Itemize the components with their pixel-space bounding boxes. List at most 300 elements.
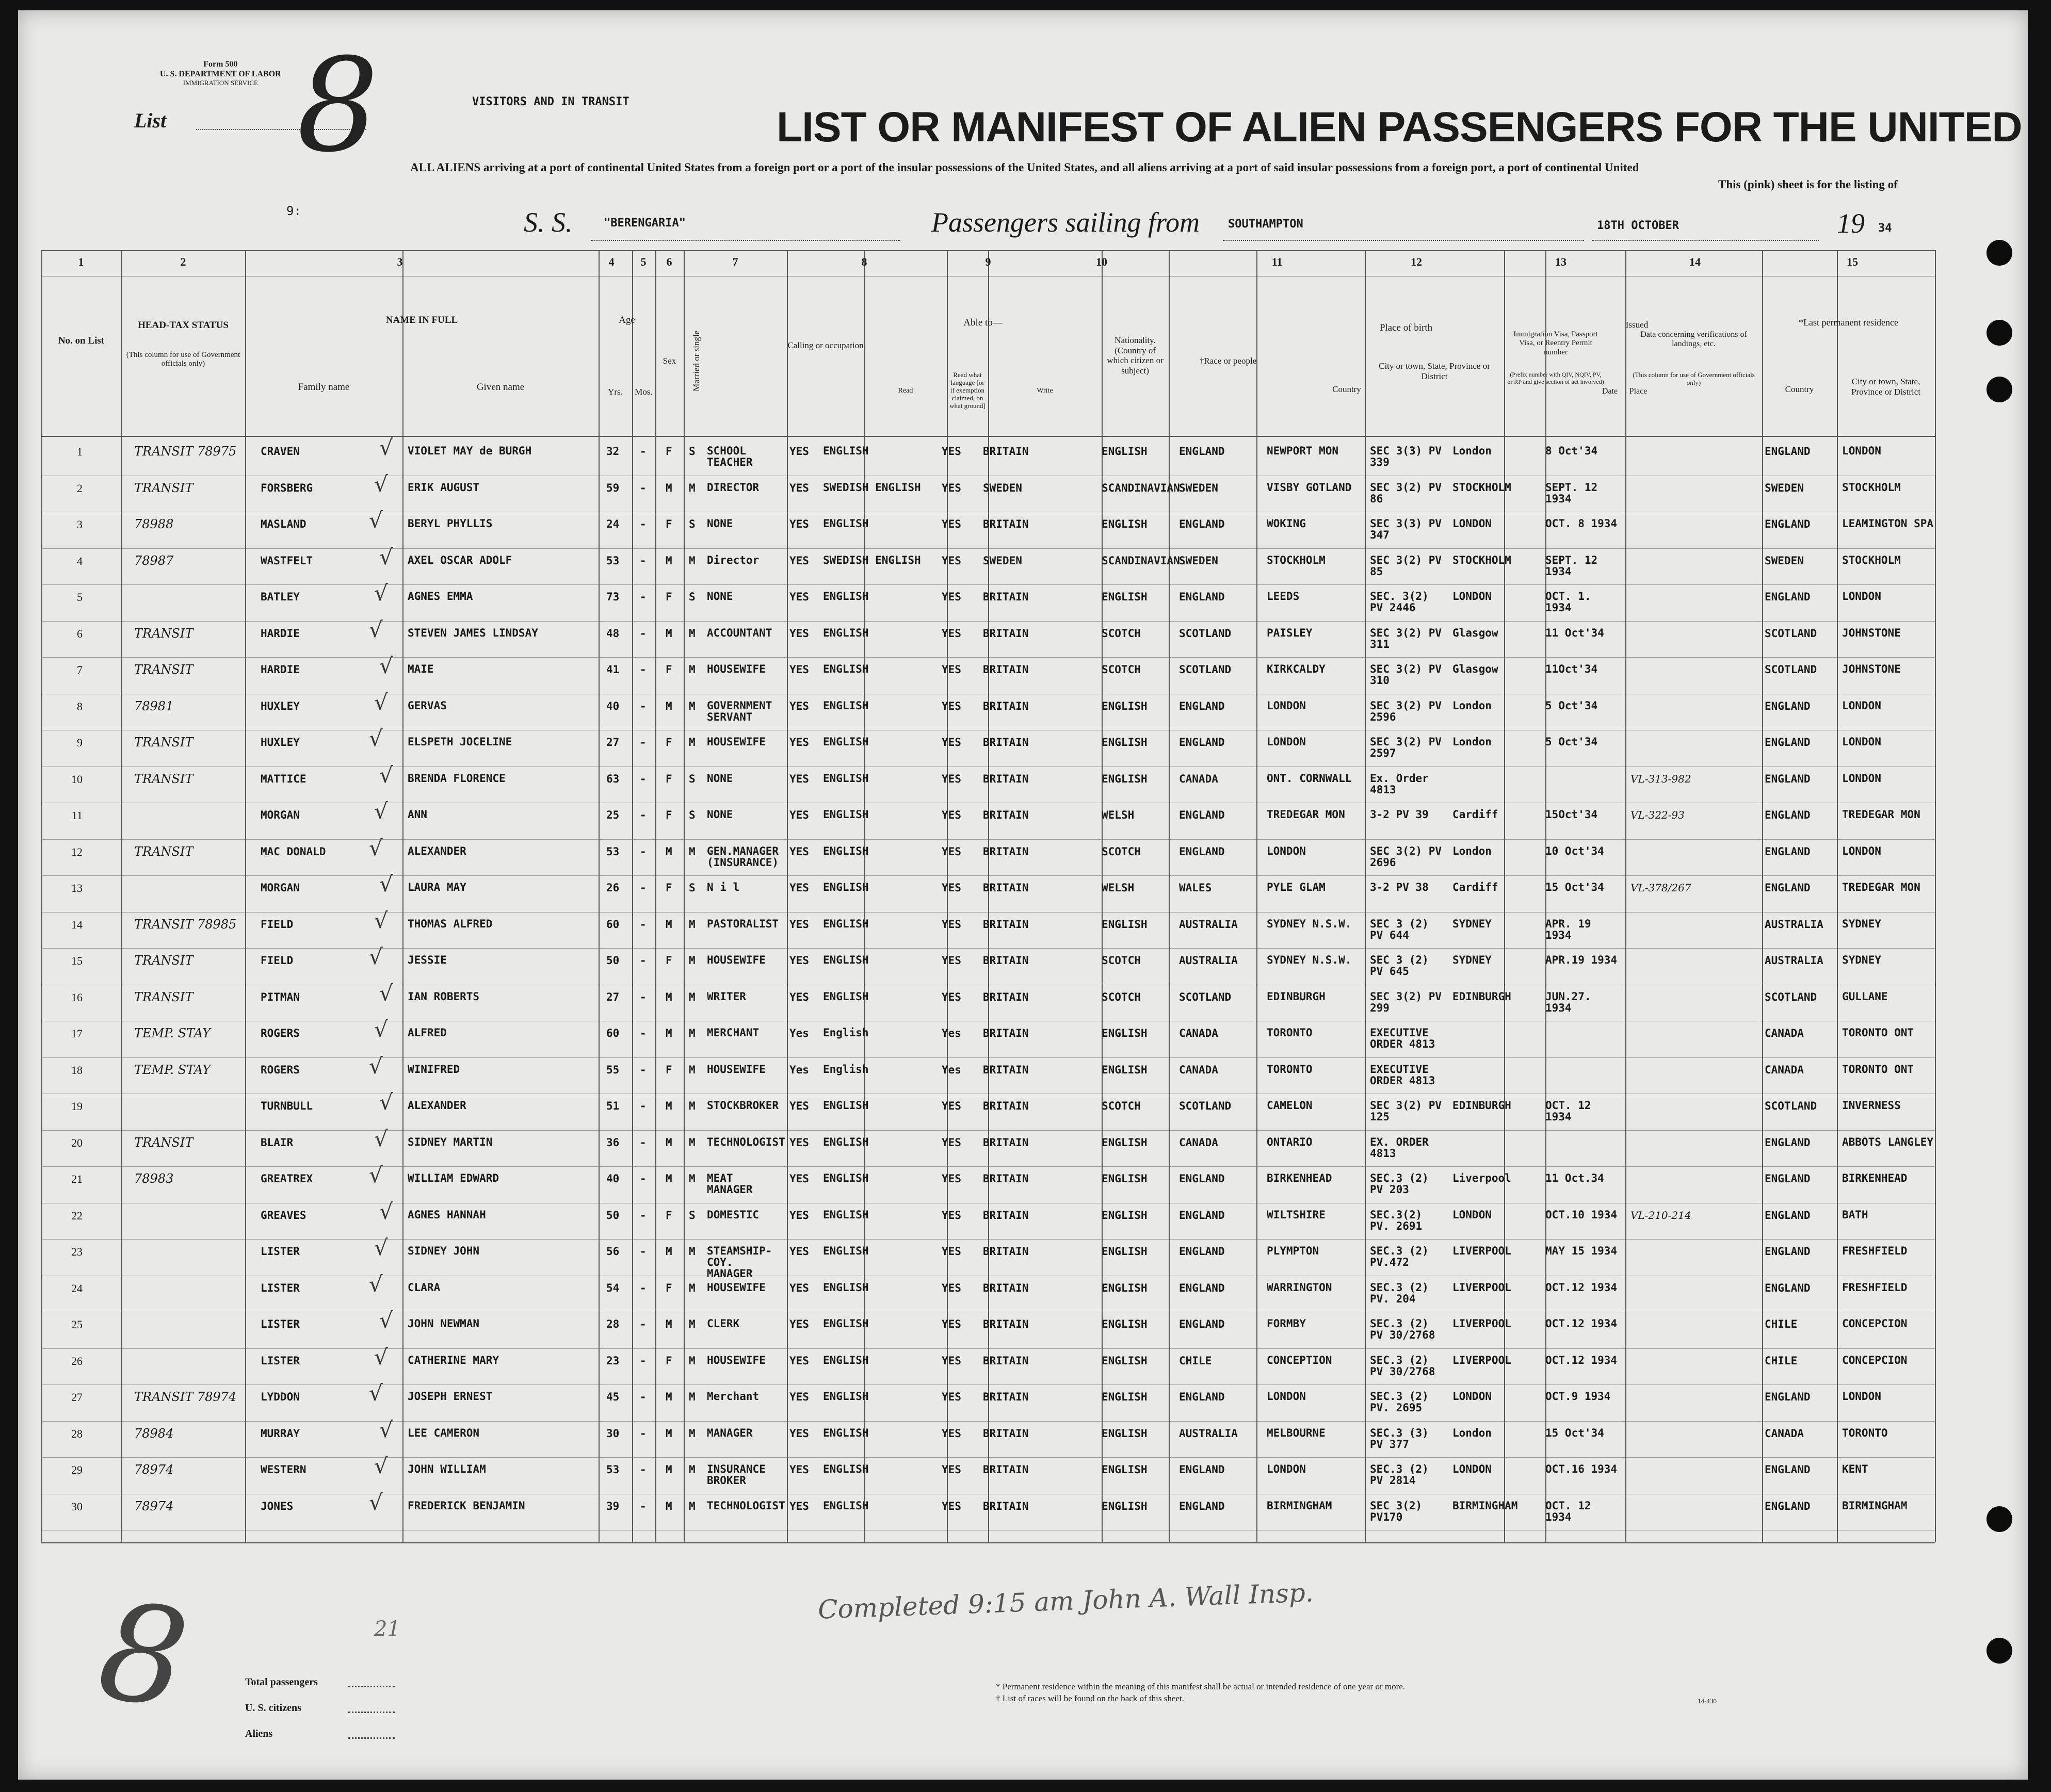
row-number: 19 xyxy=(71,1100,83,1113)
race: ENGLISH xyxy=(1102,445,1148,458)
issued-place: London xyxy=(1452,736,1492,748)
family-name: BLAIR xyxy=(261,1136,294,1149)
head-tax-status: 78983 xyxy=(134,1171,174,1186)
issued-place: Glasgow xyxy=(1452,663,1498,675)
read-language: ENGLISH xyxy=(823,772,869,785)
nationality: BRITAIN xyxy=(983,918,1029,931)
marital-status: M xyxy=(689,1354,696,1367)
read-language: ENGLISH xyxy=(823,844,869,857)
footnote-residence: * Permanent residence within the meaning of this manifest shall be actual or intended residence of one year or more. xyxy=(996,1682,1406,1691)
head-tax-status: TRANSIT 78985 xyxy=(134,917,237,932)
marital-status: M xyxy=(689,954,696,967)
row-number: 14 xyxy=(71,918,83,931)
total-passengers-label: Total passengers xyxy=(245,1676,318,1688)
birth-country: ENGLAND xyxy=(1179,1172,1225,1185)
occupation: NONE xyxy=(707,517,733,530)
can-write: YES xyxy=(942,699,961,712)
check-mark: √ xyxy=(369,508,383,533)
birth-country: CANADA xyxy=(1179,1136,1218,1149)
nationality: SWEDEN xyxy=(983,554,1022,567)
given-name: VIOLET MAY de BURGH xyxy=(408,445,532,457)
head-tax-status: 78987 xyxy=(134,553,174,568)
row-number: 24 xyxy=(71,1281,83,1295)
age-months: - xyxy=(640,591,647,603)
issued-date: OCT.12 1934 xyxy=(1545,1354,1618,1366)
residence-country: ENGLAND xyxy=(1765,591,1811,603)
head-tax-status: TRANSIT xyxy=(134,662,193,677)
age-months: - xyxy=(640,699,647,712)
marital-status: M xyxy=(689,1063,696,1076)
occupation: HOUSEWIFE xyxy=(707,1281,766,1294)
age-years: 40 xyxy=(606,699,620,712)
read-language: ENGLISH xyxy=(823,1354,869,1366)
residence-country: ENGLAND xyxy=(1765,845,1811,858)
header-family-name: Family name xyxy=(298,382,350,393)
birth-city: SYDNEY N.S.W. xyxy=(1267,954,1352,966)
nationality: BRITAIN xyxy=(983,445,1029,458)
birth-country: ENGLAND xyxy=(1179,845,1225,858)
row-number: 25 xyxy=(71,1318,83,1331)
row-number: 5 xyxy=(77,591,83,604)
issued-date: 8 Oct'34 xyxy=(1545,445,1598,457)
can-write: Yes xyxy=(942,1027,961,1039)
list-number-stamp: 8 xyxy=(90,1572,197,1739)
age-months: - xyxy=(640,1209,647,1221)
sex: M xyxy=(666,1136,672,1149)
race: ENGLISH xyxy=(1102,1427,1148,1440)
column-rule xyxy=(1625,250,1626,1542)
birth-country: ENGLAND xyxy=(1179,591,1225,603)
issued-date: OCT. 12 1934 xyxy=(1545,1499,1591,1523)
visa-number: SEC.3 (2) PV 30/2768 xyxy=(1370,1354,1435,1378)
sex: F xyxy=(666,518,672,530)
can-read: YES xyxy=(789,445,809,458)
issued-place: Cardiff xyxy=(1452,881,1498,893)
family-name: FORSBERG xyxy=(261,481,313,494)
can-write: YES xyxy=(942,481,961,494)
visa-number: SEC.3 (2) PV. 204 xyxy=(1370,1281,1429,1305)
age-months: - xyxy=(640,1281,647,1294)
marital-status: S xyxy=(689,882,696,894)
read-language: ENGLISH xyxy=(823,1281,869,1294)
residence-country: CANADA xyxy=(1765,1427,1804,1440)
residence-country: SCOTLAND xyxy=(1765,627,1817,640)
issued-place: LIVERPOOL xyxy=(1452,1317,1511,1330)
age-months: - xyxy=(640,845,647,858)
sex: M xyxy=(666,699,672,712)
race: SCOTCH xyxy=(1102,954,1141,967)
given-name: STEVEN JAMES LINDSAY xyxy=(408,626,538,639)
issued-place: London xyxy=(1452,445,1492,457)
can-write: YES xyxy=(942,736,961,748)
residence-city: BIRMINGHAM xyxy=(1842,1499,1908,1512)
age-years: 59 xyxy=(606,481,620,494)
service-name: IMMIGRATION SERVICE xyxy=(183,79,258,87)
read-language: English xyxy=(823,1063,869,1076)
nationality: BRITAIN xyxy=(983,1245,1029,1258)
marital-status: M xyxy=(689,554,696,567)
age-years: 36 xyxy=(606,1136,620,1149)
issued-date: APR.19 1934 xyxy=(1545,954,1618,966)
issued-place: LONDON xyxy=(1452,517,1492,530)
birth-city: NEWPORT MON xyxy=(1267,445,1339,457)
given-name: GERVAS xyxy=(408,699,447,712)
read-language: ENGLISH xyxy=(823,1390,869,1403)
read-language: ENGLISH xyxy=(823,699,869,712)
age-months: - xyxy=(640,1027,647,1039)
race: ENGLISH xyxy=(1102,1391,1148,1403)
can-read: YES xyxy=(789,845,809,858)
row-number: 27 xyxy=(71,1391,83,1404)
age-months: - xyxy=(640,663,647,676)
given-name: ALEXANDER xyxy=(408,844,466,857)
issued-place: Glasgow xyxy=(1452,626,1498,639)
column-number: 13 xyxy=(1555,255,1566,268)
birth-city: EDINBURGH xyxy=(1267,990,1326,1003)
visa-number: 3-2 PV 39 xyxy=(1370,808,1429,821)
read-language: ENGLISH xyxy=(823,445,869,457)
header-head-tax-note: (This column for use of Government officials only) xyxy=(126,351,240,368)
sex: M xyxy=(666,1318,672,1330)
birth-country: ENGLAND xyxy=(1179,1500,1225,1512)
check-mark: √ xyxy=(379,980,393,1006)
header-verifications: Data concerning verifications of landings, etc. xyxy=(1640,330,1747,349)
column-rule xyxy=(41,250,42,1542)
page-mark: 9: xyxy=(286,204,301,218)
residence-city: GULLANE xyxy=(1842,990,1888,1003)
check-mark: √ xyxy=(374,689,388,715)
birth-city: WARRINGTON xyxy=(1267,1281,1332,1294)
column-rule xyxy=(947,250,948,1542)
verification-data: VL-378/267 xyxy=(1630,882,1691,894)
row-number: 1 xyxy=(77,445,83,458)
header-issued-date: Date xyxy=(1602,387,1618,396)
sex: M xyxy=(666,845,672,858)
age-months: - xyxy=(640,627,647,640)
occupation: HOUSEWIFE xyxy=(707,663,766,675)
birth-country: ENGLAND xyxy=(1179,699,1225,712)
visa-number: SEC.3 (2) PV 2814 xyxy=(1370,1463,1429,1487)
check-mark: √ xyxy=(374,1344,388,1370)
birth-country: WALES xyxy=(1179,882,1212,894)
birth-city: LONDON xyxy=(1267,736,1306,748)
issued-date: 11Oct'34 xyxy=(1545,663,1598,675)
residence-city: STOCKHOLM xyxy=(1842,553,1901,566)
age-months: - xyxy=(640,1354,647,1367)
count-mark: 21 xyxy=(374,1617,400,1641)
can-read: YES xyxy=(789,518,809,530)
row-number: 7 xyxy=(77,663,83,676)
can-write: YES xyxy=(942,1427,961,1440)
age-months: - xyxy=(640,1136,647,1149)
family-name: LISTER xyxy=(261,1354,300,1367)
header-birth-city: City or town, State, Province or District xyxy=(1379,361,1490,381)
nationality: BRITAIN xyxy=(983,1172,1029,1185)
header-last-residence: *Last permanent residence xyxy=(1799,317,1898,328)
visa-number: 3-2 PV 38 xyxy=(1370,881,1429,893)
marital-status: M xyxy=(689,663,696,676)
race: SCOTCH xyxy=(1102,1100,1141,1112)
age-years: 48 xyxy=(606,627,620,640)
marital-status: M xyxy=(689,627,696,640)
visa-number: SEC 3 (2) PV 645 xyxy=(1370,954,1429,978)
can-write: YES xyxy=(942,1463,961,1476)
can-read: YES xyxy=(789,663,809,676)
family-name: ROGERS xyxy=(261,1027,300,1039)
nationality: BRITAIN xyxy=(983,518,1029,530)
occupation: DIRECTOR xyxy=(707,481,760,494)
head-tax-status: TRANSIT xyxy=(134,771,193,786)
manifest-subtitle-2: This (pink) sheet is for the listing of xyxy=(1718,178,1898,191)
completed-note: Completed 9:15 am John A. Wall Insp. xyxy=(817,1577,1314,1625)
check-mark: √ xyxy=(374,1235,388,1260)
can-read: YES xyxy=(789,1209,809,1221)
read-language: ENGLISH xyxy=(823,917,869,930)
visa-number: SEC.3 (2) PV. 2695 xyxy=(1370,1390,1429,1414)
residence-city: STOCKHOLM xyxy=(1842,481,1901,494)
nationality: BRITAIN xyxy=(983,663,1029,676)
head-tax-status: 78984 xyxy=(134,1426,174,1441)
header-race: †Race or people xyxy=(1199,356,1257,366)
occupation: PASTORALIST xyxy=(707,917,779,930)
check-mark: √ xyxy=(369,944,383,969)
manifest-sheet xyxy=(18,10,2028,1780)
age-months: - xyxy=(640,1500,647,1512)
age-years: 50 xyxy=(606,954,620,967)
visa-number: SEC 3(3) PV 339 xyxy=(1370,445,1442,469)
column-rule xyxy=(787,250,788,1542)
issued-place: SYDNEY xyxy=(1452,954,1492,966)
family-name: LISTER xyxy=(261,1318,300,1330)
header-place-of-birth: Place of birth xyxy=(1379,322,1433,333)
age-months: - xyxy=(640,772,647,785)
given-name: LEE CAMERON xyxy=(408,1426,480,1439)
issued-place: Liverpool xyxy=(1452,1172,1511,1184)
head-tax-status: TRANSIT xyxy=(134,844,193,859)
nationality: SWEDEN xyxy=(983,481,1022,494)
occupation: HOUSEWIFE xyxy=(707,1063,766,1076)
age-months: - xyxy=(640,918,647,931)
sex: M xyxy=(666,1245,672,1258)
sex: F xyxy=(666,809,672,821)
race: ENGLISH xyxy=(1102,1063,1148,1076)
row-number: 13 xyxy=(71,882,83,894)
occupation: TECHNOLOGIST xyxy=(707,1499,785,1512)
given-name: WILLIAM EDWARD xyxy=(408,1172,499,1184)
can-write: YES xyxy=(942,1209,961,1221)
visa-number: EX. ORDER 4813 xyxy=(1370,1135,1429,1160)
marital-status: M xyxy=(689,1318,696,1330)
residence-country: SWEDEN xyxy=(1765,554,1804,567)
head-tax-status: TRANSIT xyxy=(134,1135,193,1150)
marital-status: M xyxy=(689,990,696,1003)
read-language: SWEDISH ENGLISH xyxy=(823,481,921,494)
family-name: GREATREX xyxy=(261,1172,313,1185)
given-name: BERYL PHYLLIS xyxy=(408,517,493,530)
nationality: BRITAIN xyxy=(983,1318,1029,1330)
age-years: 55 xyxy=(606,1063,620,1076)
read-language: ENGLISH xyxy=(823,990,869,1003)
header-issued: Issued xyxy=(1625,320,1649,330)
check-mark: √ xyxy=(379,653,393,678)
birth-country: ENGLAND xyxy=(1179,736,1225,748)
residence-city: LONDON xyxy=(1842,590,1881,602)
family-name: CRAVEN xyxy=(261,445,300,458)
race: ENGLISH xyxy=(1102,1354,1148,1367)
issued-date: 15Oct'34 xyxy=(1545,808,1598,821)
aliens-label: Aliens xyxy=(245,1728,273,1739)
sex: M xyxy=(666,1463,672,1476)
sex: F xyxy=(666,445,672,458)
nationality: BRITAIN xyxy=(983,591,1029,603)
nationality: BRITAIN xyxy=(983,1391,1029,1403)
can-write: YES xyxy=(942,1136,961,1149)
can-read: YES xyxy=(789,882,809,894)
birth-country: SWEDEN xyxy=(1179,481,1218,494)
given-name: WINIFRED xyxy=(408,1063,460,1076)
given-name: ELSPETH JOCELINE xyxy=(408,736,512,748)
column-number: 10 xyxy=(1096,255,1107,268)
column-number: 2 xyxy=(180,255,186,268)
marital-status: M xyxy=(689,481,696,494)
check-mark: √ xyxy=(374,1017,388,1042)
can-read: YES xyxy=(789,1281,809,1294)
visa-number: SEC. 3(2) PV 2446 xyxy=(1370,590,1429,614)
race: ENGLISH xyxy=(1102,1136,1148,1149)
issued-place: London xyxy=(1452,699,1492,712)
can-read: YES xyxy=(789,1318,809,1330)
birth-city: LONDON xyxy=(1267,844,1306,857)
can-read: YES xyxy=(789,1136,809,1149)
residence-country: AUSTRALIA xyxy=(1765,918,1823,931)
column-rule xyxy=(988,250,989,1542)
can-read: YES xyxy=(789,1172,809,1185)
sailing-label: Passengers sailing from xyxy=(931,207,1200,238)
header-nationality: Nationality. (Country of which citizen or subject) xyxy=(1107,335,1164,376)
check-mark: √ xyxy=(379,544,393,569)
residence-city: LONDON xyxy=(1842,772,1881,785)
can-read: YES xyxy=(789,954,809,967)
family-name: LISTER xyxy=(261,1245,300,1258)
column-rule xyxy=(1169,250,1170,1542)
birth-city: PLYMPTON xyxy=(1267,1245,1319,1257)
birth-city: WOKING xyxy=(1267,517,1306,530)
issued-date: SEPT. 12 1934 xyxy=(1545,481,1598,505)
visa-number: SEC 3(2) PV170 xyxy=(1370,1499,1423,1523)
issued-place: LONDON xyxy=(1452,590,1492,602)
can-write: YES xyxy=(942,518,961,530)
check-mark: √ xyxy=(379,1198,393,1224)
residence-city: LONDON xyxy=(1842,844,1881,857)
nationality: BRITAIN xyxy=(983,1427,1029,1440)
head-tax-status: TRANSIT xyxy=(134,989,193,1004)
sex: M xyxy=(666,1100,672,1112)
check-mark: √ xyxy=(374,907,388,933)
can-read: YES xyxy=(789,1391,809,1403)
residence-city: ABBOTS LANGLEY xyxy=(1842,1135,1934,1148)
occupation: GOVERNMENT SERVANT xyxy=(707,699,772,723)
occupation: WRITER xyxy=(707,990,746,1003)
marital-status: M xyxy=(689,1172,696,1185)
punch-hole xyxy=(1987,240,2012,266)
head-tax-status: TRANSIT 78974 xyxy=(134,1390,237,1404)
occupation: Merchant xyxy=(707,1390,760,1403)
age-years: 53 xyxy=(606,554,620,567)
column-rule xyxy=(1762,250,1763,1542)
race: ENGLISH xyxy=(1102,1463,1148,1476)
age-years: 26 xyxy=(606,882,620,894)
birth-country: ENGLAND xyxy=(1179,1245,1225,1258)
header-res-country: Country xyxy=(1785,384,1814,394)
can-write: YES xyxy=(942,1318,961,1330)
punch-hole xyxy=(1987,1506,2012,1532)
residence-city: TORONTO ONT xyxy=(1842,1027,1914,1039)
birth-country: CANADA xyxy=(1179,1063,1218,1076)
family-name: WESTERN xyxy=(261,1463,306,1476)
birth-city: ONTARIO xyxy=(1267,1135,1313,1148)
sex: F xyxy=(666,1281,672,1294)
issued-place: LIVERPOOL xyxy=(1452,1245,1511,1257)
row-number: 17 xyxy=(71,1027,83,1040)
residence-country: ENGLAND xyxy=(1765,1209,1811,1221)
header-read-language: Read what language [or if exemption claimed, on what ground] xyxy=(949,371,986,410)
manifest-table xyxy=(18,10,2028,1780)
birth-city: CONCEPTION xyxy=(1267,1354,1332,1366)
head-tax-status: 78974 xyxy=(134,1462,174,1477)
head-tax-status: 78974 xyxy=(134,1498,174,1513)
can-read: YES xyxy=(789,772,809,785)
given-name: CLARA xyxy=(408,1281,441,1294)
given-name: BRENDA FLORENCE xyxy=(408,772,506,785)
family-name: BATLEY xyxy=(261,591,300,603)
marital-status: M xyxy=(689,1391,696,1403)
check-mark: √ xyxy=(374,1453,388,1478)
sex: M xyxy=(666,1027,672,1039)
can-write: YES xyxy=(942,882,961,894)
row-number: 20 xyxy=(71,1136,83,1149)
marital-status: M xyxy=(689,1281,696,1294)
nationality: BRITAIN xyxy=(983,1500,1029,1512)
birth-city: TREDEGAR MON xyxy=(1267,808,1345,821)
birth-country: CANADA xyxy=(1179,1027,1218,1039)
can-read: YES xyxy=(789,1463,809,1476)
residence-city: CONCEPCION xyxy=(1842,1317,1908,1330)
row-number: 10 xyxy=(71,772,83,786)
residence-country: CHILE xyxy=(1765,1318,1798,1330)
column-rule xyxy=(245,250,246,1542)
nationality: BRITAIN xyxy=(983,1354,1029,1367)
birth-country: SCOTLAND xyxy=(1179,990,1232,1003)
read-language: ENGLISH xyxy=(823,736,869,748)
race: ENGLISH xyxy=(1102,591,1148,603)
race: ENGLISH xyxy=(1102,1209,1148,1221)
head-tax-status: TRANSIT xyxy=(134,480,193,495)
given-name: ERIK AUGUST xyxy=(408,481,480,494)
issued-date: 15 Oct'34 xyxy=(1545,1426,1604,1439)
nationality: BRITAIN xyxy=(983,1136,1029,1149)
birth-city: TORONTO xyxy=(1267,1027,1313,1039)
visa-number: SEC 3(2) PV 2696 xyxy=(1370,844,1442,869)
race: ENGLISH xyxy=(1102,518,1148,530)
can-write: YES xyxy=(942,1172,961,1185)
nationality: BRITAIN xyxy=(983,736,1029,748)
residence-city: LONDON xyxy=(1842,736,1881,748)
marital-status: M xyxy=(689,1463,696,1476)
residence-city: BIRKENHEAD xyxy=(1842,1172,1908,1184)
visa-number: SEC 3(2) PV 2596 xyxy=(1370,699,1442,723)
read-language: ENGLISH xyxy=(823,1135,869,1148)
age-years: 41 xyxy=(606,663,620,676)
